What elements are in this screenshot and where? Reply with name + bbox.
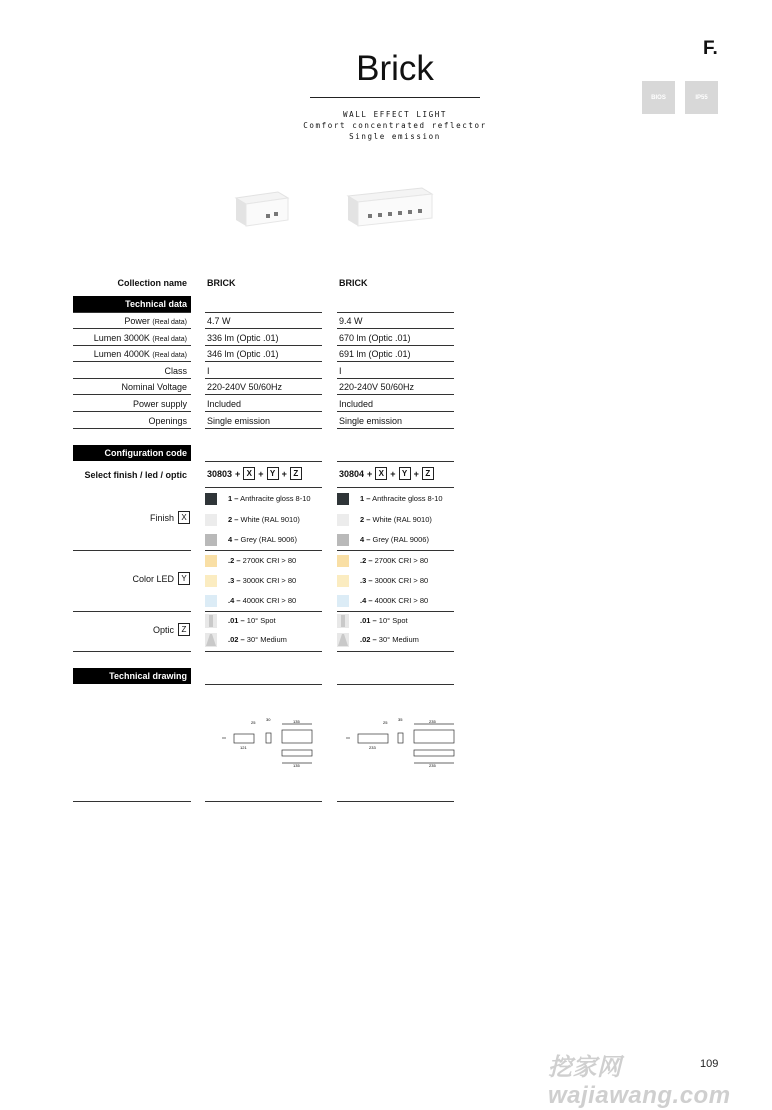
optics-option — [228, 635, 287, 644]
led-code-box: Y — [399, 467, 411, 480]
finishes-option-code: 1 – — [228, 494, 239, 503]
plus-sign: + — [390, 468, 396, 479]
color-led-label-text: Color LED — [132, 573, 174, 584]
product-image-small — [230, 190, 292, 232]
plus-sign: + — [413, 468, 419, 479]
tech-row-value: I — [207, 366, 210, 376]
divider — [73, 312, 191, 313]
leds-swatch — [337, 555, 349, 567]
row-divider — [205, 345, 322, 346]
divider — [205, 550, 322, 551]
finishes-option-text: Anthracite gloss 8-10 — [240, 494, 311, 503]
optics-option-text: 10° Spot — [378, 616, 408, 625]
spot-optic-icon — [205, 614, 217, 628]
code-builder-col2 — [339, 467, 434, 480]
row-divider — [337, 428, 454, 429]
row-divider — [205, 361, 322, 362]
leds-option-code: .4 – — [228, 596, 241, 605]
tech-row-label — [124, 316, 187, 326]
divider — [337, 550, 454, 551]
leds-swatch — [205, 595, 217, 607]
subtitle-line-1: WALL EFFECT LIGHT — [343, 110, 447, 119]
finishes-option — [228, 535, 297, 544]
page-number: 109 — [700, 1058, 719, 1070]
leds-option — [228, 596, 296, 605]
finish-code-box: X — [243, 467, 255, 480]
tech-row-label-text: Openings — [148, 416, 187, 426]
finishes-option-text: White (RAL 9010) — [372, 514, 432, 524]
finishes-option-text: Grey (RAL 9006) — [372, 535, 429, 544]
divider — [73, 611, 191, 612]
finishes-swatch — [205, 534, 217, 546]
led-letter-box: Y — [178, 572, 190, 585]
technical-drawing-col2 — [338, 714, 458, 770]
divider — [73, 801, 191, 802]
leds-option — [360, 576, 428, 585]
finishes-option-text: Grey (RAL 9006) — [240, 535, 297, 544]
tech-row-label-text: Class — [164, 366, 187, 376]
leds-option — [228, 556, 296, 565]
divider — [205, 461, 322, 462]
tech-row-qualifier: (Real data) — [152, 352, 187, 359]
finish-label-text: Finish — [149, 512, 174, 523]
row-divider — [337, 361, 454, 362]
row-divider — [73, 394, 191, 395]
plus-sign: + — [235, 468, 241, 479]
row-divider — [205, 411, 322, 412]
technical-drawing-header: Technical drawing — [73, 668, 191, 684]
divider — [337, 684, 454, 685]
watermark: 挖家网 wajiawang.com — [548, 1054, 731, 1109]
plus-sign: + — [367, 468, 373, 479]
leds-option-text: 4000K CRI > 80 — [242, 596, 297, 605]
dim-width-bottom: 235 — [429, 763, 436, 768]
row-divider — [337, 345, 454, 346]
dim-depth: 233 — [369, 745, 376, 750]
dim-b: 35 — [398, 717, 403, 722]
tech-row-value: 220-240V 50/60Hz — [207, 382, 283, 392]
tech-row-label — [94, 349, 187, 359]
finishes-swatch — [337, 534, 349, 546]
subtitle-line-2: Comfort concentrated reflector — [303, 121, 487, 130]
tech-row-qualifier: (Real data) — [152, 319, 187, 326]
optics-option — [228, 616, 276, 625]
finishes-swatch — [337, 514, 349, 526]
finishes-swatch — [205, 493, 217, 505]
leds-option-text: 4000K CRI > 80 — [374, 596, 429, 605]
dim-b: 30 — [266, 717, 271, 722]
collection-name-col2: BRICK — [339, 278, 368, 288]
plus-sign: + — [258, 468, 264, 479]
tech-row-label — [164, 366, 187, 376]
optics-option-code: .02 – — [360, 635, 377, 644]
tech-row-value: 336 lm (Optic .01) — [207, 333, 279, 343]
leds-option-code: .2 – — [360, 556, 373, 565]
medium-optic-icon — [337, 633, 349, 647]
leds-swatch — [337, 575, 349, 587]
leds-swatch — [205, 555, 217, 567]
finishes-option-code: 4 – — [228, 535, 239, 544]
dim-width-bottom: 135 — [293, 763, 300, 768]
row-divider — [73, 378, 191, 379]
divider — [205, 801, 322, 802]
tech-row-label — [148, 416, 187, 426]
led-code-box: Y — [267, 467, 279, 480]
optics-option-text: 30° Medium — [246, 635, 287, 644]
divider — [205, 651, 322, 652]
page-title: Brick — [356, 49, 434, 88]
tech-row-value: Included — [207, 399, 242, 409]
finishes-option-code: 2 – — [360, 514, 371, 524]
select-finish-label: Select finish / led / optic — [84, 470, 187, 480]
row-divider — [73, 411, 191, 412]
divider — [205, 684, 322, 685]
subtitle-line-3: Single emission — [349, 132, 441, 141]
divider — [337, 651, 454, 652]
row-divider — [205, 328, 322, 329]
leds-option-text: 2700K CRI > 80 — [242, 556, 297, 565]
dim-width-top: 235 — [429, 719, 436, 724]
product-code: 30804 — [339, 468, 365, 479]
row-divider — [205, 394, 322, 395]
plus-sign: + — [281, 468, 287, 479]
divider — [337, 487, 454, 488]
tech-row-label — [121, 382, 187, 392]
leds-option — [228, 576, 296, 585]
leds-swatch — [205, 575, 217, 587]
finishes-option — [228, 494, 311, 503]
tech-row-label-text: Lumen 4000K — [93, 349, 150, 359]
divider — [205, 312, 322, 313]
leds-option-code: .3 – — [360, 576, 373, 585]
product-image-large — [342, 186, 438, 234]
brand-logo: F. — [703, 38, 718, 59]
medium-optic-icon — [205, 633, 217, 647]
tech-row-value: I — [339, 366, 342, 376]
tech-row-value: 691 lm (Optic .01) — [339, 349, 411, 359]
finishes-option — [228, 515, 300, 524]
dim-a: 25 — [251, 720, 256, 725]
optic-label-text: Optic — [152, 624, 174, 635]
leds-swatch — [337, 595, 349, 607]
leds-option-text: 3000K CRI > 80 — [242, 576, 297, 585]
finishes-option-code: 2 – — [228, 514, 239, 524]
row-divider — [73, 428, 191, 429]
row-divider — [337, 394, 454, 395]
row-divider — [337, 378, 454, 379]
title-divider — [310, 97, 480, 98]
leds-option — [360, 596, 428, 605]
tech-row-value: 670 lm (Optic .01) — [339, 333, 411, 343]
ip-rating-badge: IP55 — [685, 81, 718, 114]
spot-optic-icon — [337, 614, 349, 628]
leds-option-text: 2700K CRI > 80 — [374, 556, 429, 565]
tech-row-value: 346 lm (Optic .01) — [207, 349, 279, 359]
optic-code-box: Z — [290, 467, 302, 480]
optics-option-code: .01 – — [228, 616, 245, 625]
tech-row-label-text: Power — [124, 316, 150, 326]
row-divider — [205, 428, 322, 429]
optics-option — [360, 616, 408, 625]
dim-width-top: 135 — [293, 719, 300, 724]
tech-row-label-text: Nominal Voltage — [121, 382, 187, 392]
finishes-option-text: White (RAL 9010) — [240, 514, 300, 524]
leds-option-code: .4 – — [360, 596, 373, 605]
optics-option-code: .02 – — [228, 635, 245, 644]
divider — [337, 461, 454, 462]
code-builder-col1 — [207, 467, 302, 480]
optics-option-code: .01 – — [360, 616, 377, 625]
finish-label — [150, 511, 190, 524]
finishes-swatch — [205, 514, 217, 526]
divider — [337, 801, 454, 802]
technical-data-header: Technical data — [73, 296, 191, 312]
finishes-swatch — [337, 493, 349, 505]
finish-code-box: X — [375, 467, 387, 480]
dim-depth: 121 — [240, 745, 247, 750]
technical-drawing-col1 — [214, 714, 320, 770]
finishes-option — [360, 535, 429, 544]
bios-badge: BIOS — [642, 81, 675, 114]
finish-letter-box: X — [178, 511, 190, 524]
divider — [205, 487, 322, 488]
row-divider — [337, 411, 454, 412]
tech-row-label-text: Lumen 3000K — [93, 333, 150, 343]
leds-option-text: 3000K CRI > 80 — [374, 576, 429, 585]
finishes-option-code: 1 – — [360, 494, 371, 503]
finishes-option-text: Anthracite gloss 8-10 — [372, 494, 443, 503]
divider — [205, 611, 322, 612]
divider — [73, 550, 191, 551]
tech-row-label-text: Power supply — [132, 399, 187, 409]
tech-row-value: Single emission — [207, 416, 271, 426]
leds-option — [360, 556, 428, 565]
row-divider — [337, 328, 454, 329]
leds-option-code: .3 – — [228, 576, 241, 585]
collection-name-col1: BRICK — [207, 278, 236, 288]
row-divider — [73, 345, 191, 346]
tech-row-value: 9.4 W — [339, 316, 363, 326]
tech-row-value: Included — [339, 399, 374, 409]
color-led-label — [132, 572, 190, 585]
optics-option-text: 30° Medium — [378, 635, 419, 644]
divider — [337, 312, 454, 313]
collection-name-label: Collection name — [117, 278, 187, 288]
tech-row-label — [133, 399, 187, 409]
configuration-code-header: Configuration code — [73, 445, 191, 461]
tech-row-qualifier: (Real data) — [152, 336, 187, 343]
optic-code-box: Z — [422, 467, 434, 480]
optics-option-text: 10° Spot — [246, 616, 276, 625]
tech-row-value: Single emission — [339, 416, 403, 426]
finishes-option — [360, 515, 432, 524]
divider — [73, 651, 191, 652]
row-divider — [73, 361, 191, 362]
tech-row-value: 220-240V 50/60Hz — [339, 382, 415, 392]
row-divider — [73, 328, 191, 329]
finishes-option-code: 4 – — [360, 535, 371, 544]
finishes-option — [360, 494, 443, 503]
product-code: 30803 — [207, 468, 233, 479]
tech-row-label — [94, 333, 187, 343]
optic-letter-box: Z — [178, 623, 190, 636]
row-divider — [205, 378, 322, 379]
optic-label — [153, 623, 190, 636]
dim-a: 25 — [383, 720, 388, 725]
tech-row-value: 4.7 W — [207, 316, 231, 326]
optics-option — [360, 635, 419, 644]
divider — [337, 611, 454, 612]
leds-option-code: .2 – — [228, 556, 241, 565]
